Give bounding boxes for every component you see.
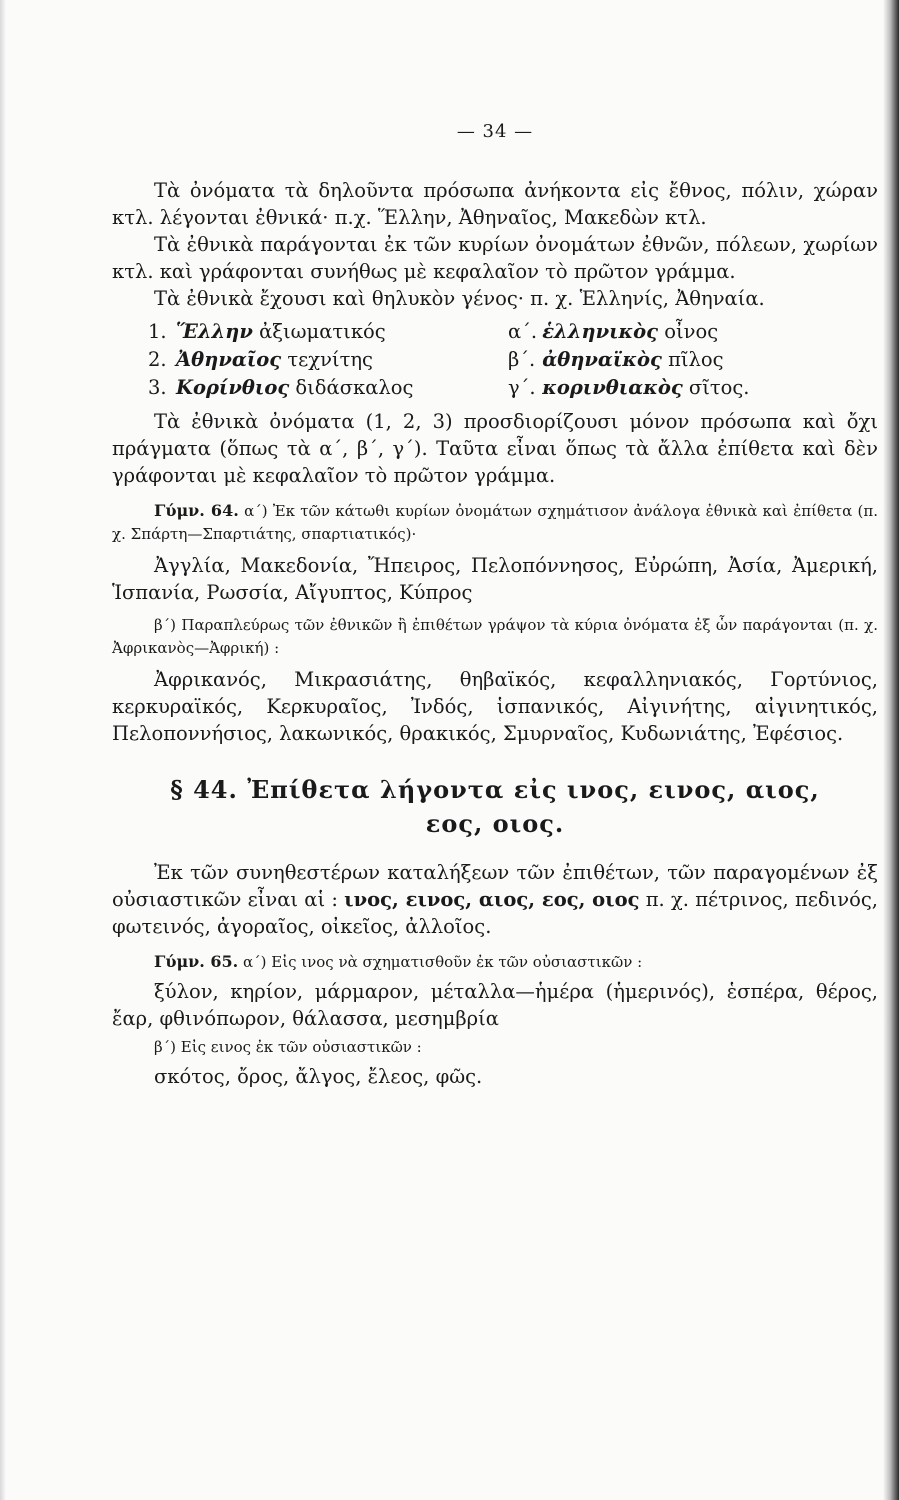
example-letter: β΄. (508, 348, 536, 371)
exercise-64-a-text: α΄) Ἐκ τῶν κάτωθι κυρίων ὀνομάτων σχημάτισον ἀνάλογα ἐθνικὰ καὶ ἐπίθετα (π. χ. Σπάρτη—Σπαρτιάτης, σπαρτιατικός)· (112, 502, 878, 543)
section-44-heading (112, 773, 878, 841)
page-right-edge-shadow (883, 0, 899, 1500)
example-letter: γ΄. (508, 376, 536, 399)
page-content (112, 118, 878, 1090)
example-number: 2. (148, 348, 167, 371)
example-ethnic-noun: Ἀθηναῖος (176, 348, 282, 371)
paragraph-adjective-endings-intro: Ἐκ τῶν συνηθεστέρων καταλήξεων τῶν ἐπιθέτων, τῶν παραγομένων ἐξ οὐσιαστικῶν εἶναι αἱ : (112, 861, 878, 911)
exercise-65-a (112, 950, 878, 974)
exercise-65-a-list: ξύλον, κηρίον, μάρμαρον, μέταλλα—ἡμέρα (ἡμερινός), ἑσπέρα, θέρος, ἔαρ, φθινόπωρον, θάλασσα, μεσημβρία (112, 980, 878, 1030)
example-noun: τεχνίτης (287, 348, 373, 371)
example-noun: σῖτος. (688, 376, 750, 399)
exercise-65-b-list: σκότος, ὄρος, ἄλγος, ἔλεος, φῶς. (154, 1065, 483, 1088)
page-left-edge (0, 0, 6, 1500)
section-44-mark: § 44. (170, 775, 238, 804)
example-noun: οἶνος (664, 320, 719, 343)
section-44-title-line2: εος, οιος. (425, 809, 565, 838)
paragraph-ethnika-definition: Τὰ ὀνόματα τὰ δηλοῦντα πρόσωπα ἀνήκοντα εἰς ἔθνος, πόλιν, χώραν κτλ. λέγονται ἐθνικά· π.χ. Ἕλλην, Ἀθηναῖος, Μακεδὼν κτλ. (112, 179, 878, 229)
exercise-64-a (112, 499, 878, 546)
adjective-endings-list: ινος, εινος, αιος, εος, οιος (344, 888, 640, 911)
example-noun: διδάσκαλος (295, 376, 414, 399)
example-ethnic-noun: Κορίνθιος (176, 376, 290, 399)
example-adjective: ἑλληνικὸς (542, 320, 659, 343)
exercise-65-label: Γύμν. 65. (154, 952, 239, 971)
exercise-65-a-text: α΄) Εἰς ινος νὰ σχηματισθοῦν ἐκ τῶν οὐσιαστικῶν : (243, 953, 643, 971)
exercise-64-label: Γύμν. 64. (154, 501, 239, 520)
paragraph-ethnika-feminine: Τὰ ἐθνικὰ ἔχουσι καὶ θηλυκὸν γένος· π. χ. Ἑλληνίς, Ἀθηναία. (154, 287, 765, 310)
example-row (148, 318, 878, 346)
exercise-64-b-text: β΄) Παραπλεύρως τῶν ἐθνικῶν ἢ ἐπιθέτων γράψον τὰ κύρια ὀνόματα ἐξ ὧν παράγονται (π. χ. Ἀφρικανὸς—Ἀφρική) : (112, 616, 878, 657)
example-number: 1. (148, 320, 167, 343)
example-noun: πῖλος (668, 348, 724, 371)
example-row (148, 374, 878, 402)
paragraph-adjective-endings (112, 859, 878, 940)
exercise-65-b-text: β΄) Εἰς εινος ἐκ τῶν οὐσιαστικῶν : (154, 1038, 422, 1056)
exercise-65 (112, 950, 878, 1090)
paragraph-ethnika-derivation: Τὰ ἐθνικὰ παράγονται ἐκ τῶν κυρίων ὀνομάτων ἐθνῶν, πόλεων, χωρίων κτλ. καὶ γράφονται συνήθως μὲ κεφαλαῖον τὸ πρῶτον γράμμα. (112, 233, 878, 283)
example-adjective: κορινθιακὸς (542, 376, 683, 399)
section-44-title-line1: Ἐπίθετα λήγοντα εἰς ινος, εινος, αιος, (247, 775, 820, 804)
exercise-64-b-list: Ἀφρικανός, Μικρασιάτης, θηβαϊκός, κεφαλληνιακός, Γορτύνιος, κερκυραϊκός, Κερκυραῖος, Ἰνδός, ἱσπανικός, Αἰγινήτης, αἰγινητικός, Πελοποννήσιος, λακωνικός, θρακικός, Σμυρναῖος, Κυδωνιάτης, Ἐφέσιος. (112, 668, 878, 745)
example-letter: α΄. (508, 320, 538, 343)
example-ethnic-noun: Ἕλλην (176, 320, 253, 343)
adjective-endings-examples: π. χ. πέτρινος, πεδινός, φωτεινός, ἀγοραῖος, οἰκεῖος, ἀλλοῖος. (112, 888, 878, 938)
paragraph-ethnika-usage: Τὰ ἐθνικὰ ὀνόματα (1, 2, 3) προσδιορίζουσι μόνον πρόσωπα καὶ ὄχι πράγματα (ὅπως τὰ α΄, β΄, γ΄). Ταῦτα εἶναι ὅπως τὰ ἄλλα ἐπίθετα καὶ δὲν γράφονται μὲ κεφαλαῖον τὸ πρῶτον γράμμα. (112, 410, 878, 487)
exercise-64-a-list: Ἀγγλία, Μακεδονία, Ἤπειρος, Πελοπόννησος, Εὐρώπη, Ἀσία, Ἀμερική, Ἱσπανία, Ρωσσία, Αἴγυπτος, Κύπρος (112, 554, 878, 604)
exercise-64 (112, 499, 878, 747)
example-number: 3. (148, 376, 167, 399)
example-row (148, 346, 878, 374)
examples-table (112, 318, 878, 402)
example-noun: ἀξιωματικός (259, 320, 386, 343)
page-number: — 34 — (456, 121, 534, 142)
example-adjective: ἀθηναϊκὸς (542, 348, 662, 371)
